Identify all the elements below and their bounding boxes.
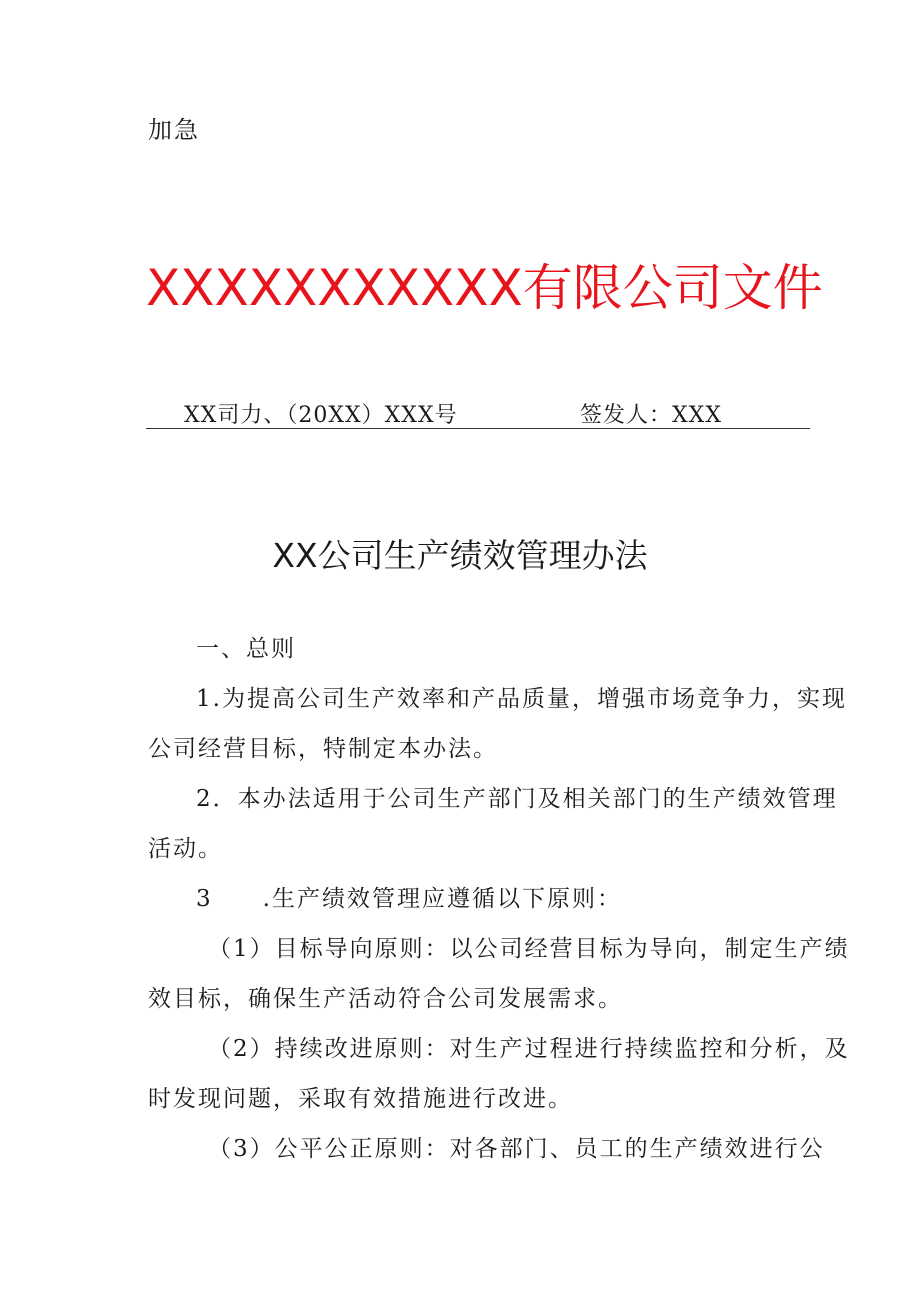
paragraph-line: （1）目标导向原则：以公司经营目标为导向，制定生产绩 [208, 936, 850, 962]
header-divider [146, 428, 810, 429]
paragraph-line: （2）持续改进原则：对生产过程进行持续监控和分析，及 [208, 1036, 850, 1062]
paragraph-line: 2．本办法适用于公司生产部门及相关部门的生产绩效管理 [196, 786, 838, 812]
paragraph-line: 公司经营目标，特制定本办法。 [148, 736, 498, 762]
urgency-label: 加急 [148, 116, 200, 144]
document-body [148, 624, 850, 1174]
org-document-header: XXXXXXXXXXX有限公司文件 [146, 259, 823, 317]
paragraph-line: 活动。 [148, 836, 223, 862]
document-title: XX公司生产绩效管理办法 [272, 536, 648, 575]
paragraph-line: 时发现问题，采取有效措施进行改进。 [148, 1086, 573, 1112]
document-number: XX司力、（20XX）XXX号 [184, 403, 458, 428]
paragraph-line: 3 .生产绩效管理应遵循以下原则： [196, 886, 622, 912]
paragraph-line: （3）公平公正原则：对各部门、员工的生产绩效进行公 [208, 1136, 825, 1162]
paragraph-line: 1.为提高公司生产效率和产品质量，增强市场竞争力，实现 [196, 686, 847, 712]
section-heading-general: 一、总则 [196, 636, 296, 662]
paragraph-line: 效目标，确保生产活动符合公司发展需求。 [148, 986, 623, 1012]
issuer-label: 签发人：XXX [580, 403, 722, 428]
